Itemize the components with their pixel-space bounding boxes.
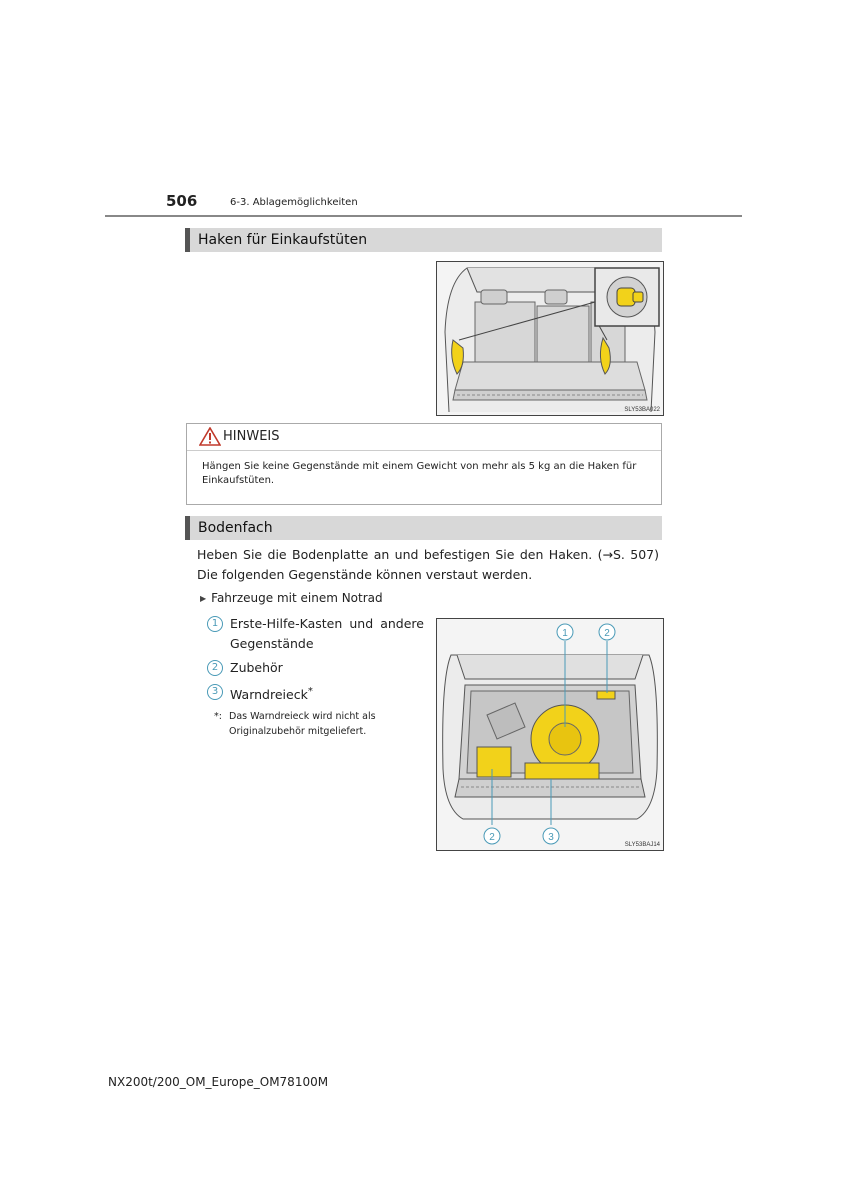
header-divider <box>105 215 742 217</box>
svg-text:2: 2 <box>604 628 610 639</box>
footnote-text: Das Warndreieck wird nicht als Originalzubehör mitgeliefert. <box>229 711 376 737</box>
item-number: 1 <box>207 616 223 632</box>
list-item <box>207 614 425 654</box>
notice-title: HINWEIS <box>223 429 280 444</box>
notice-header <box>187 424 661 451</box>
bullet-text: Fahrzeuge mit einem Notrad <box>211 591 383 605</box>
callout-2-top <box>599 624 615 640</box>
notice-box <box>186 423 662 505</box>
item-number: 2 <box>207 660 223 676</box>
item-label: Zubehör <box>230 660 283 675</box>
section-heading-shopping-hooks: Haken für Einkaufstüten <box>185 228 662 252</box>
svg-text:2: 2 <box>489 832 495 843</box>
item-number: 3 <box>207 684 223 700</box>
bullet-triangle-icon: ▶ <box>200 594 207 603</box>
warning-icon <box>199 427 221 446</box>
item-label: Warndreieck <box>230 687 308 703</box>
footnote-mark: * <box>307 686 313 697</box>
footer-doc-id: NX200t/200_OM_Europe_OM78100M <box>108 1075 329 1089</box>
figure-code: SLY53BAJ14 <box>624 842 660 848</box>
callout-2-bottom <box>484 828 500 844</box>
intro-paragraph: Heben Sie die Bodenplatte an und befestigen Sie den Haken. (→S. 507) Die folgenden Gegenstände können verstaut werden. <box>197 547 659 582</box>
notice-text: Hängen Sie keine Gegenstände mit einem Gewicht von mehr als 5 kg an die Haken für Einkaufstüten. <box>202 461 637 486</box>
callout-3 <box>543 828 559 844</box>
page-number: 506 <box>166 192 198 210</box>
section-heading-floor-compartment: Bodenfach <box>185 516 662 540</box>
svg-text:3: 3 <box>548 832 554 843</box>
footnote-marker: *: <box>214 711 222 722</box>
svg-text:1: 1 <box>562 628 568 639</box>
bullet-spare-wheel <box>200 591 383 605</box>
chapter-title: 6-3. Ablagemöglichkeiten <box>230 197 358 208</box>
callout-1 <box>557 624 573 640</box>
figure-code: SLY53BA022 <box>624 407 660 413</box>
trunk-floor-illustration <box>437 619 663 850</box>
figure-floor-compartment <box>436 618 664 851</box>
figure-shopping-hooks <box>436 261 664 416</box>
trunk-hooks-illustration <box>437 262 663 415</box>
item-label: Erste-Hilfe-Kasten und andere Gegenstände <box>230 616 424 651</box>
